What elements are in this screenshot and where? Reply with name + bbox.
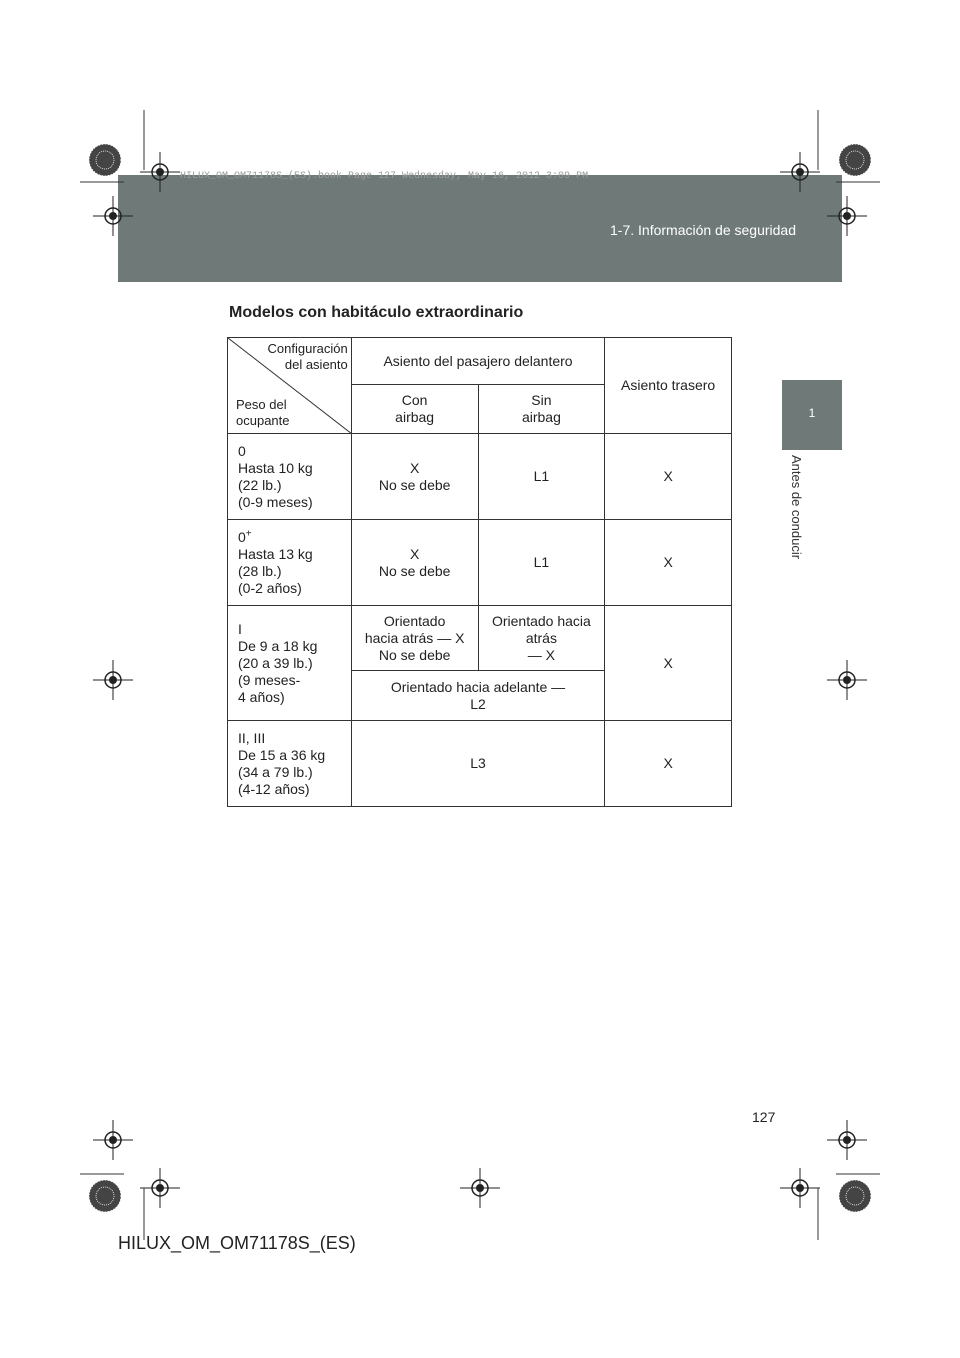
- color-target: [839, 144, 871, 176]
- without-airbag-cell: Orientado hacia atrás — X: [478, 606, 605, 671]
- table-row: [228, 520, 732, 606]
- rear-seat-cell: X: [605, 434, 732, 520]
- header-band: [118, 175, 842, 282]
- registration-mark: [827, 1120, 867, 1160]
- forward-facing-cell: Orientado hacia adelante — L2: [351, 671, 605, 721]
- table-row: [228, 434, 732, 520]
- rear-seat-cell: X: [605, 606, 732, 721]
- chapter-tab: [782, 380, 842, 450]
- document-id: HILUX_OM_OM71178S_(ES): [118, 1233, 356, 1253]
- weight-group-cell: I De 9 a 18 kg (20 a 39 lb.) (9 meses- 4 años): [228, 606, 352, 721]
- color-target: [89, 144, 121, 176]
- rear-seat-cell: X: [605, 520, 732, 606]
- seat-suitability-table: [227, 337, 732, 807]
- corner-top-label: Configuración del asiento: [267, 341, 348, 372]
- table-row: [228, 606, 732, 671]
- with-airbag-cell: X No se debe: [351, 434, 478, 520]
- rear-seat-cell: X: [605, 721, 732, 807]
- without-airbag-cell: L1: [478, 520, 605, 606]
- color-target: [89, 1180, 121, 1212]
- front-seat-cell: L3: [351, 721, 605, 807]
- without-airbag-header: Sin airbag: [478, 385, 605, 434]
- weight-group-cell: II, III De 15 a 36 kg (34 a 79 lb.) (4-12 años): [228, 721, 352, 807]
- with-airbag-header: Con airbag: [351, 385, 478, 434]
- table-row: [228, 721, 732, 807]
- section-title: 1-7. Información de seguridad: [610, 222, 796, 238]
- weight-group-cell: 0 Hasta 10 kg (22 lb.) (0-9 meses): [228, 434, 352, 520]
- registration-mark: [460, 1168, 500, 1208]
- page-number: 127: [752, 1109, 776, 1125]
- registration-mark: [93, 660, 133, 700]
- registration-mark: [780, 1168, 820, 1208]
- corner-bottom-label: Peso del ocupante: [236, 397, 290, 428]
- weight-group-cell: 0+ Hasta 13 kg (28 lb.) (0-2 años): [228, 520, 352, 606]
- with-airbag-cell: Orientado hacia atrás — X No se debe: [351, 606, 478, 671]
- chapter-label: Antes de conducir: [789, 455, 804, 560]
- without-airbag-cell: L1: [478, 434, 605, 520]
- section-heading: Modelos con habitáculo extraordinario: [229, 304, 524, 321]
- chapter-number: 1: [808, 406, 816, 420]
- registration-mark: [827, 660, 867, 700]
- registration-mark: [140, 1168, 180, 1208]
- front-seat-header: Asiento del pasajero delantero: [351, 338, 605, 385]
- with-airbag-cell: X No se debe: [351, 520, 478, 606]
- table-corner-cell: [228, 338, 352, 434]
- book-info: HILUX_OM_OM71178S_(ES).book Page 127 Wednesday, May 16, 2012 3:09 PM: [180, 171, 589, 182]
- color-target: [839, 1180, 871, 1212]
- rear-seat-header: Asiento trasero: [605, 338, 732, 434]
- registration-mark: [93, 1120, 133, 1160]
